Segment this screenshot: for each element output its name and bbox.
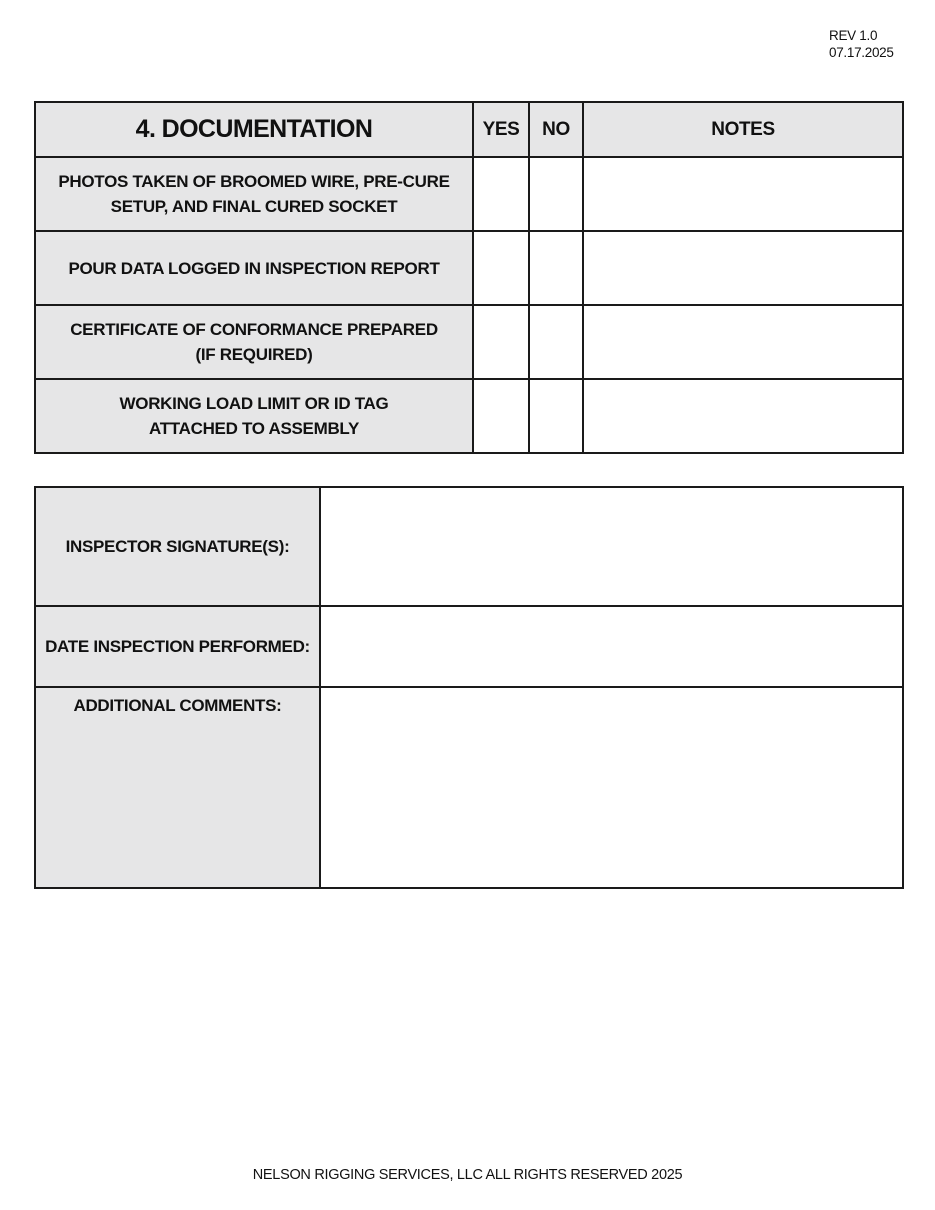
item-text-line: PHOTOS TAKEN OF BROOMED WIRE, PRE-CURE bbox=[58, 172, 450, 191]
inspection-date-label: DATE INSPECTION PERFORMED: bbox=[35, 606, 320, 687]
inspector-signature-field[interactable] bbox=[320, 487, 903, 606]
notes-field[interactable] bbox=[583, 305, 903, 379]
notes-field[interactable] bbox=[583, 157, 903, 231]
yes-checkbox-cell[interactable] bbox=[473, 157, 529, 231]
notes-field[interactable] bbox=[583, 379, 903, 453]
revision-number: REV 1.0 bbox=[829, 28, 878, 43]
inspection-date-field[interactable] bbox=[320, 606, 903, 687]
item-text-line: POUR DATA LOGGED IN INSPECTION REPORT bbox=[68, 258, 440, 278]
additional-comments-field[interactable] bbox=[320, 687, 903, 888]
checklist-item-label bbox=[35, 231, 473, 305]
checklist-row bbox=[35, 157, 903, 231]
inspection-signoff-table bbox=[34, 486, 904, 889]
checklist-header-row bbox=[35, 102, 903, 157]
item-text-line: WORKING LOAD LIMIT OR ID TAG bbox=[119, 394, 389, 413]
additional-comments-label: ADDITIONAL COMMENTS: bbox=[35, 687, 320, 888]
date-row bbox=[35, 606, 903, 687]
yes-column-header: YES bbox=[473, 102, 529, 157]
checklist-row bbox=[35, 379, 903, 453]
no-checkbox-cell[interactable] bbox=[529, 157, 583, 231]
no-checkbox-cell[interactable] bbox=[529, 231, 583, 305]
copyright-footer: NELSON RIGGING SERVICES, LLC ALL RIGHTS RESERVED 2025 bbox=[252, 1167, 683, 1183]
checklist-item-label bbox=[35, 157, 473, 231]
checklist-item-label bbox=[35, 379, 473, 453]
section-title: 4. DOCUMENTATION bbox=[35, 102, 473, 157]
item-text-line: CERTIFICATE OF CONFORMANCE PREPARED bbox=[70, 320, 438, 339]
documentation-checklist bbox=[34, 101, 904, 454]
revision-date: 07.17.2025 bbox=[829, 45, 894, 60]
no-checkbox-cell[interactable] bbox=[529, 379, 583, 453]
notes-field[interactable] bbox=[583, 231, 903, 305]
item-text-line: (IF REQUIRED) bbox=[195, 345, 313, 364]
notes-column-header: NOTES bbox=[583, 102, 903, 157]
item-text-line: SETUP, AND FINAL CURED SOCKET bbox=[110, 197, 398, 216]
checklist-item-label bbox=[35, 305, 473, 379]
comments-row bbox=[35, 687, 903, 888]
yes-checkbox-cell[interactable] bbox=[473, 305, 529, 379]
yes-checkbox-cell[interactable] bbox=[473, 379, 529, 453]
no-checkbox-cell[interactable] bbox=[529, 305, 583, 379]
no-column-header: NO bbox=[529, 102, 583, 157]
revision-block bbox=[829, 27, 894, 61]
item-text-line: ATTACHED TO ASSEMBLY bbox=[149, 419, 359, 438]
yes-checkbox-cell[interactable] bbox=[473, 231, 529, 305]
inspector-signature-label: INSPECTOR SIGNATURE(S): bbox=[35, 487, 320, 606]
checklist-row bbox=[35, 305, 903, 379]
signature-row bbox=[35, 487, 903, 606]
checklist-row bbox=[35, 231, 903, 305]
